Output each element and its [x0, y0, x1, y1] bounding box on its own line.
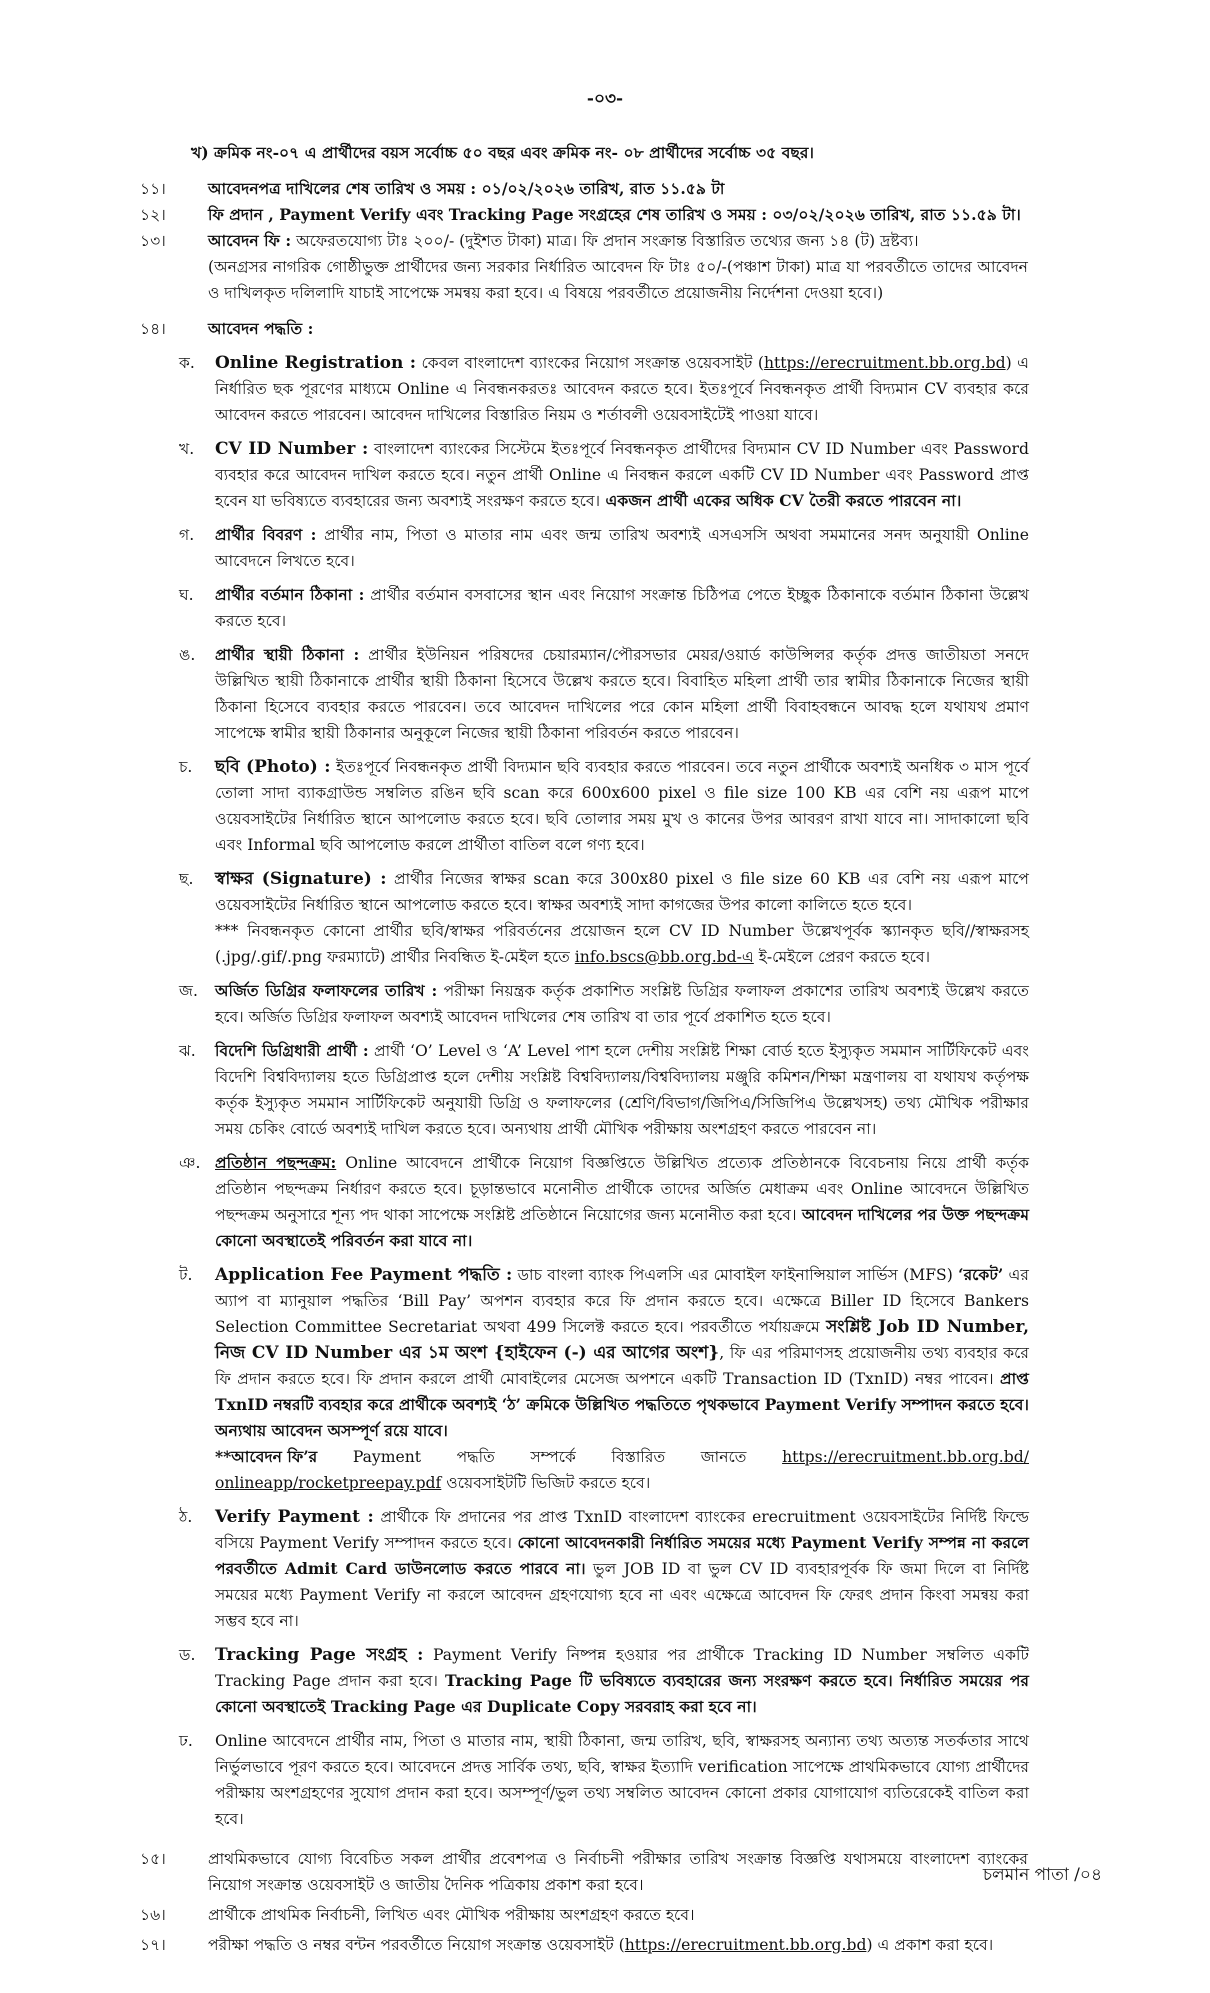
item-heading: Tracking Page সংগ্রহ : — [215, 1645, 424, 1665]
item-heading: Online Registration : — [215, 353, 417, 373]
item-label: ড. — [179, 1646, 196, 1664]
item-label: ক. — [179, 354, 195, 372]
item-candidate-details: গ. প্রার্থীর বিবরণ : প্রার্থীর নাম, পিতা ও মাতার নাম এবং জন্ম তারিখ অবশ্যই এসএসসি অথবা সমমানের সনদ অনুযায়ী Online আবেদনে লিখতে হবে। — [0, 522, 1210, 574]
item-heading: স্বাক্ষর (Signature) : — [215, 869, 387, 889]
application-process-title: আবেদন পদ্ধতি : — [208, 319, 314, 338]
item-fee-payment-method: ট. Application Fee Payment পদ্ধতি : ডাচ বাংলা ব্যাংক পিএলসি এর মোবাইল ফাইনান্সিয়াল সার্ভিস (MFS) ‘রকেট’ এর অ্যাপ বা ম্যানুয়াল পদ্ধতির ‘Bill Pay’ অপশন ব্যবহার করে ফি প্রদান করতে হবে। এক্ষেত্রে Biller ID হিসেবে Bankers Selection Committee Secretariat অথবা 499 সিলেক্ট করতে হবে। পরবর্তীতে পর্যায়ক্রমে সংশ্লিষ্ট Job ID Number, নিজ CV ID Number এর ১ম অংশ {হাইফেন (-) এর আগের অংশ}, ফি এর পরিমাণসহ প্রয়োজনীয় তথ্য ব্যবহার করে ফি প্রদান করতে হবে। ফি প্রদান করলে প্রার্থী মোবাইলের মেসেজ অপশনে একটি Transaction ID (TxnID) নম্বর পাবেন। প্রাপ্ত TxnID নম্বরটি ব্যবহার করে প্রার্থীকে অবশ্যই ‘ঠ’ ক্রমিকে উল্লিখিত পদ্ধতিতে পৃথকভাবে Payment Verify সম্পাদন করতে হবে। অন্যথায় আবেদন অসম্পূর্ণ রয়ে যাবে। — [0, 1262, 1210, 1444]
application-fee-text: অফেরতযোগ্য টাঃ ২০০/- (দুইশত টাকা) মাত্র। ফি প্রদান সংক্রান্ত বিস্তারিত তথ্যের জন্য ১৪ (ট) দ্রষ্টব্য। — [291, 232, 919, 250]
continued-page-note: চলমান পাতা /০৪ — [982, 1865, 1102, 1885]
item-label: ছ. — [179, 870, 194, 888]
item-online-registration: ক. Online Registration : কেবল বাংলাদেশ ব্যাংকের নিয়োগ সংক্রান্ত ওয়েবসাইট (https://erecruitment.bb.org.bd) এ নির্ধারিত ছক পূরণের মাধ্যমে Online এ নিবন্ধনকরতঃ আবেদন করতে হবে। ইতঃপূর্বে নিবন্ধনকৃত প্রার্থী বিদ্যমান CV ব্যবহার করে আবেদন করতে পারবেন। আবেদন দাখিলের বিস্তারিত নিয়ম ও শর্তাবলী ওয়েবসাইটেই পাওয়া যাবে। — [0, 350, 1210, 428]
section-number: ১১। — [140, 180, 166, 198]
item-permanent-address: ঙ. প্রার্থীর স্থায়ী ঠিকানা : প্রার্থীর ইউনিয়ন পরিষদের চেয়ারম্যান/পৌরসভার মেয়র/ওয়ার্ড কাউন্সিলর কর্তৃক প্রদত্ত জাতীয়তা সনদে উল্লিখিত স্থায়ী ঠিকানাকে প্রার্থীর স্থায়ী ঠিকানা হিসেবে উল্লেখ করতে হবে। বিবাহিত মহিলা প্রার্থী তার স্বামীর ঠিকানাকে নিজের স্থায়ী ঠিকানা হিসেবে ব্যবহার করতে পারবেন। তবে আবেদন দাখিলের পরে কোন মহিলা প্রার্থী বিবাহবন্ধনে আবদ্ধ হলে যথাযথ প্রমাণ সাপেক্ষে স্বামীর স্থায়ী ঠিকানার অনুকূলে নিজের স্থায়ী ঠিকানা পরিবর্তন করতে পারবেন। — [0, 642, 1210, 746]
item-label: ঘ. — [179, 586, 194, 604]
exam-participation: প্রার্থীকে প্রাথমিক নির্বাচনী, লিখিত এবং মৌখিক পরীক্ষায় অংশগ্রহণ করতে হবে। — [208, 1906, 695, 1924]
item-institution-preference: ঞ. প্রতিষ্ঠান পছন্দক্রম: Online আবেদনে প্রার্থীকে নিয়োগ বিজ্ঞপ্তিতে উল্লিখিত প্রত্যেক প্রতিষ্ঠানকে বিবেচনায় নিয়ে প্রার্থী কর্তৃক প্রতিষ্ঠান পছন্দক্রম নির্ধারণ করতে হবে। চূড়ান্তভাবে মনোনীত প্রার্থীকে তাদের অর্জিত মেধাক্রম এবং Online আবেদনে উল্লিখিত পছন্দক্রম অনুসারে শূন্য পদ থাকা সাপেক্ষে সংশ্লিষ্ট প্রতিষ্ঠানে নিয়োগের জন্য মনোনীত করা হবে। আবেদন দাখিলের পর উক্ত পছন্দক্রম কোনো অবস্থাতেই পরিবর্তন করা যাবে না। — [0, 1150, 1210, 1254]
page-number: -০৩- — [586, 89, 624, 109]
item-heading: অর্জিত ডিগ্রির ফলাফলের তারিখ : — [215, 981, 438, 1000]
section-number: ১২। — [140, 206, 166, 224]
item-cv-id-number: খ. CV ID Number : বাংলাদেশ ব্যাংকের সিস্টেমে ইতঃপূর্বে নিবন্ধনকৃত প্রার্থীদের বিদ্যমান CV ID Number এবং Password ব্যবহার করে আবেদন দাখিল করতে হবে। নতুন প্রার্থী Online এ নিবন্ধন করলে একটি CV ID Number এবং Password প্রাপ্ত হবেন যা ভবিষ্যতে ব্যবহারের জন্য অবশ্যই সংরক্ষণ করতে হবে। একজন প্রার্থী একের অধিক CV তৈরী করতে পারবেন না। — [0, 436, 1210, 514]
item-label: গ. — [179, 526, 195, 544]
item-heading: বিদেশি ডিগ্রিধারী প্রার্থী : — [215, 1041, 369, 1060]
section-11 — [0, 176, 1210, 202]
item-verify-payment: ঠ. Verify Payment : প্রার্থীকে ফি প্রদানের পর প্রাপ্ত TxnID বাংলাদেশ ব্যাংকের erecruitment ওয়েবসাইটের নির্দিষ্ট ফিল্ডে বসিয়ে Payment Verify সম্পাদন করতে হবে। কোনো আবেদনকারী নির্ধারিত সময়ের মধ্যে Payment Verify সম্পন্ন না করলে পরবর্তীতে Admit Card ডাউনলোড করতে পারবে না। ভুল JOB ID বা ভুল CV ID ব্যবহারপূর্বক ফি জমা দিলে বা নির্দিষ্ট সময়ের মধ্যে Payment Verify না করলে আবেদন গ্রহণযোগ্য হবে না এবং এক্ষেত্রে আবেদন ফি ফেরৎ প্রদান কিংবা সমন্বয় করা সম্ভব হবে না। — [0, 1504, 1210, 1634]
application-fee — [208, 228, 1028, 254]
item-label: ট. — [179, 1266, 193, 1284]
item-label: চ. — [179, 758, 193, 776]
fee-info-note-line-2: onlineapp/rocketpreepay.pdf ওয়েবসাইটটি ভিজিট করতে হবে। — [215, 1474, 651, 1492]
item-label: জ. — [179, 982, 198, 1000]
item-accurate-info — [0, 1728, 1210, 1832]
recruitment-website-link[interactable]: https://erecruitment.bb.org.bd — [624, 1936, 867, 1954]
item-tracking-page: ড. Tracking Page সংগ্রহ : Payment Verify নিষ্পন্ন হওয়ার পর প্রার্থীকে Tracking ID Number সম্বলিত একটি Tracking Page প্রদান করা হবে। Tracking Page টি ভবিষ্যতে ব্যবহারের জন্য সংরক্ষণ করতে হবে। নির্ধারিত সময়ের পর কোনো অবস্থাতেই Tracking Page এর Duplicate Copy সরবরাহ করা হবে না। — [0, 1642, 1210, 1720]
accurate-info-text: Online আবেদনে প্রার্থীর নাম, পিতা ও মাতার নাম, স্থায়ী ঠিকানা, জন্ম তারিখ, ছবি, স্বাক্ষরসহ অন্যান্য তথ্য অত্যন্ত সতর্কতার সাথে নির্ভুলভাবে পূরণ করতে হবে। আবেদনে প্রদত্ত সার্বিক তথ্য, ছবি, স্বাক্ষর ইত্যাদি verification সাপেক্ষে প্রাথমিকভাবে যোগ্য প্রার্থীদের পরীক্ষায় অংশগ্রহণের সুযোগ প্রদান করা হবে। অসম্পূর্ণ/ভুল তথ্য সম্বলিত আবেদন কোনো প্রকার যোগাযোগ ব্যতিরেকেই বাতিল করা হবে। — [215, 1732, 1029, 1828]
section-17 — [0, 1932, 1210, 1958]
fee-info-note-line: **আবেদন ফি’র Payment পদ্ধতি সম্পর্কে বিস্তারিত জানতে https://erecruitment.bb.org.bd/ — [215, 1444, 1029, 1470]
item-label: খ. — [179, 440, 195, 458]
item-label: ঝ. — [179, 1042, 196, 1060]
item-heading: Application Fee Payment পদ্ধতি : — [215, 1265, 513, 1285]
item-label: ঞ. — [179, 1154, 201, 1172]
rocket-payment-guide-link[interactable]: https://erecruitment.bb.org.bd/ — [782, 1448, 1029, 1466]
item-heading: Verify Payment : — [215, 1507, 374, 1527]
item-heading: ছবি (Photo) : — [215, 757, 331, 777]
item-label: ঠ. — [179, 1508, 193, 1526]
section-12 — [0, 202, 1210, 228]
item-heading: প্রতিষ্ঠান পছন্দক্রম: — [215, 1153, 337, 1172]
item-heading: CV ID Number : — [215, 439, 369, 459]
item-label: ঢ. — [179, 1732, 193, 1750]
section-13-note-row — [0, 254, 1210, 306]
item-heading: প্রার্থীর বর্তমান ঠিকানা : — [215, 585, 365, 604]
rocket-payment-guide-link-cont[interactable]: onlineapp/rocketpreepay.pdf — [215, 1474, 442, 1492]
item-signature: ছ. স্বাক্ষর (Signature) : প্রার্থীর নিজের স্বাক্ষর scan করে 300x80 pixel ও file size 60 KB এর বেশি নয় এরূপ মাপে ওয়েবসাইটের নির্ধারিত স্থানে আপলোড করতে হবে। স্বাক্ষর অবশ্যই সাদা কাগজের উপর কালো কালিতে হতে হবে। *** নিবন্ধনকৃত কোনো প্রার্থীর ছবি/স্বাক্ষর পরিবর্তনের প্রয়োজন হলে CV ID Number উল্লেখপূর্বক স্ক্যানকৃত ছবি//স্বাক্ষরসহ (.jpg/.gif/.png ফরম্যাটে) প্রার্থীর নিবন্ধিত ই-মেইল হতে info.bscs@bb.org.bd-এ ই-মেইলে প্রেরণ করতে হবে। — [0, 866, 1210, 970]
document-body — [0, 140, 1210, 1958]
photo-change-note: *** নিবন্ধনকৃত কোনো প্রার্থীর ছবি/স্বাক্ষর পরিবর্তনের প্রয়োজন হলে CV ID Number উল্লেখপূর্বক স্ক্যানকৃত ছবি//স্বাক্ষরসহ (.jpg/.gif/.png ফরম্যাটে) প্রার্থীর নিবন্ধিত ই-মেইল হতে — [215, 922, 1029, 966]
item-result-date: জ. অর্জিত ডিগ্রির ফলাফলের তারিখ : পরীক্ষা নিয়ন্ত্রক কর্তৃক প্রকাশিত সংশ্লিষ্ট ডিগ্রির ফলাফল প্রকাশের তারিখ অবশ্যই উল্লেখ করতে হবে। অর্জিত ডিগ্রির ফলাফল অবশ্যই আবেদন দাখিলের শেষ তারিখ বা তার পূর্বে প্রকাশিত হতে হবে। — [0, 978, 1210, 1030]
item-present-address: ঘ. প্রার্থীর বর্তমান ঠিকানা : প্রার্থীর বর্তমান বসবাসের স্থান এবং নিয়োগ সংক্রান্ত চিঠিপত্র পেতে ইচ্ছুক ঠিকানাকে বর্তমান ঠিকানা উল্লেখ করতে হবে। — [0, 582, 1210, 634]
section-13 — [0, 228, 1210, 254]
bscs-email-link[interactable]: info.bscs@bb.org.bd-এ — [574, 948, 754, 966]
section-number: ১৪। — [140, 320, 166, 338]
admit-card-notice: প্রাথমিকভাবে যোগ্য বিবেচিত সকল প্রার্থীর প্রবেশপত্র ও নির্বাচনী পরীক্ষার তারিখ সংক্রান্ত বিজ্ঞপ্তি যথাসময়ে বাংলাদেশ ব্যাংকের নিয়োগ সংক্রান্ত ওয়েবসাইট ও জাতীয় দৈনিক পত্রিকায় প্রকাশ করা হবে। — [208, 1850, 1028, 1894]
application-fee-label: আবেদন ফি : — [208, 231, 292, 250]
section-number: ১৬। — [140, 1906, 166, 1924]
recruitment-website-link[interactable]: https://erecruitment.bb.org.bd — [763, 354, 1006, 372]
item-photo: চ. ছবি (Photo) : ইতঃপূর্বে নিবন্ধনকৃত প্রার্থী বিদ্যমান ছবি ব্যবহার করতে পারবেন। তবে নতুন প্রার্থীকে অবশ্যই অনধিক ৩ মাস পূর্বে তোলা সাদা ব্যাকগ্রাউন্ড সম্বলিত রঙিন ছবি scan করে 600x600 pixel ও file size 100 KB এর বেশি নয় এরূপ মাপে ওয়েবসাইটের নির্ধারিত স্থানে আপলোড করতে হবে। ছবি তোলার সময় মুখ ও কানের উপর আবরণ রাখা যাবে না। সাদাকালো ছবি এবং Informal ছবি আপলোড করলে প্রার্থীতা বাতিল বলে গণ্য হবে। — [0, 754, 1210, 858]
section-14 — [0, 316, 1210, 342]
item-foreign-degree: ঝ. বিদেশি ডিগ্রিধারী প্রার্থী : প্রার্থী ‘O’ Level ও ‘A’ Level পাশ হলে দেশীয় সংশ্লিষ্ট শিক্ষা বোর্ড হতে ইস্যুকৃত সমমান সার্টিফিকেট এবং বিদেশি বিশ্ববিদ্যালয় হতে ডিগ্রিপ্রাপ্ত হলে দেশীয় সংশ্লিষ্ট বিশ্ববিদ্যালয়/বিশ্ববিদ্যালয় মঞ্জুরি কমিশন/শিক্ষা মন্ত্রণালয় বা যথাযথ কর্তৃপক্ষ কর্তৃক ইস্যুকৃত সমমান সার্টিফিকেট অনুযায়ী ডিগ্রি ও ফলাফলের (শ্রেণি/বিভাগ/জিপিএ/সিজিপিএ উল্লেখসহ) তথ্য মৌখিক পরীক্ষার সময় চেকিং বোর্ডে অবশ্যই দাখিল করতে হবে। অন্যথায় প্রার্থী মৌখিক পরীক্ষায় অংশগ্রহণ করতে পারবেন না। — [0, 1038, 1210, 1142]
payment-deadline: ফি প্রদান , Payment Verify এবং Tracking Page সংগ্রহের শেষ তারিখ ও সময় : ০৩/০২/২০২৬ তারিখ, রাত ১১.৫৯ টা। — [208, 205, 1021, 224]
age-limit-text: খ) ক্রমিক নং-০৭ এ প্রার্থীদের বয়স সর্বোচ্চ ৫০ বছর এবং ক্রমিক নং- ০৮ প্রার্থীদের সর্বোচ্চ ৩৫ বছর। — [191, 143, 814, 162]
section-16 — [0, 1902, 1210, 1928]
section-number: ১৩। — [140, 232, 166, 250]
item-heading: প্রার্থীর বিবরণ : — [215, 525, 317, 544]
application-deadline: আবেদনপত্র দাখিলের শেষ তারিখ ও সময় : ০১/০২/২০২৬ তারিখ, রাত ১১.৫৯ টা — [208, 179, 725, 198]
item-kha-age-row — [0, 140, 1210, 166]
section-number: ১৭। — [140, 1936, 166, 1954]
exam-method-notice: পরীক্ষা পদ্ধতি ও নম্বর বন্টন পরবর্তীতে নিয়োগ সংক্রান্ত ওয়েবসাইট (https://erecruitment.bb.org.bd) এ প্রকাশ করা হবে। — [208, 1936, 994, 1954]
item-heading: প্রার্থীর স্থায়ী ঠিকানা : — [215, 645, 360, 664]
section-number: ১৫। — [140, 1850, 166, 1868]
application-fee-note: (অনগ্রসর নাগরিক গোষ্ঠীভুক্ত প্রার্থীদের জন্য সরকার নির্ধারিত আবেদন ফি টাঃ ৫০/-(পঞ্চাশ টাকা) মাত্র যা পরবর্তীতে তাদের আবেদন ও দাখিলকৃত দলিলাদি যাচাই সাপেক্ষে সমন্বয় করা হবে। এ বিষয়ে পরবর্তীতে প্রয়োজনীয় নির্দেশনা দেওয়া হবে।) — [208, 258, 1028, 302]
item-label: ঙ. — [179, 646, 196, 664]
